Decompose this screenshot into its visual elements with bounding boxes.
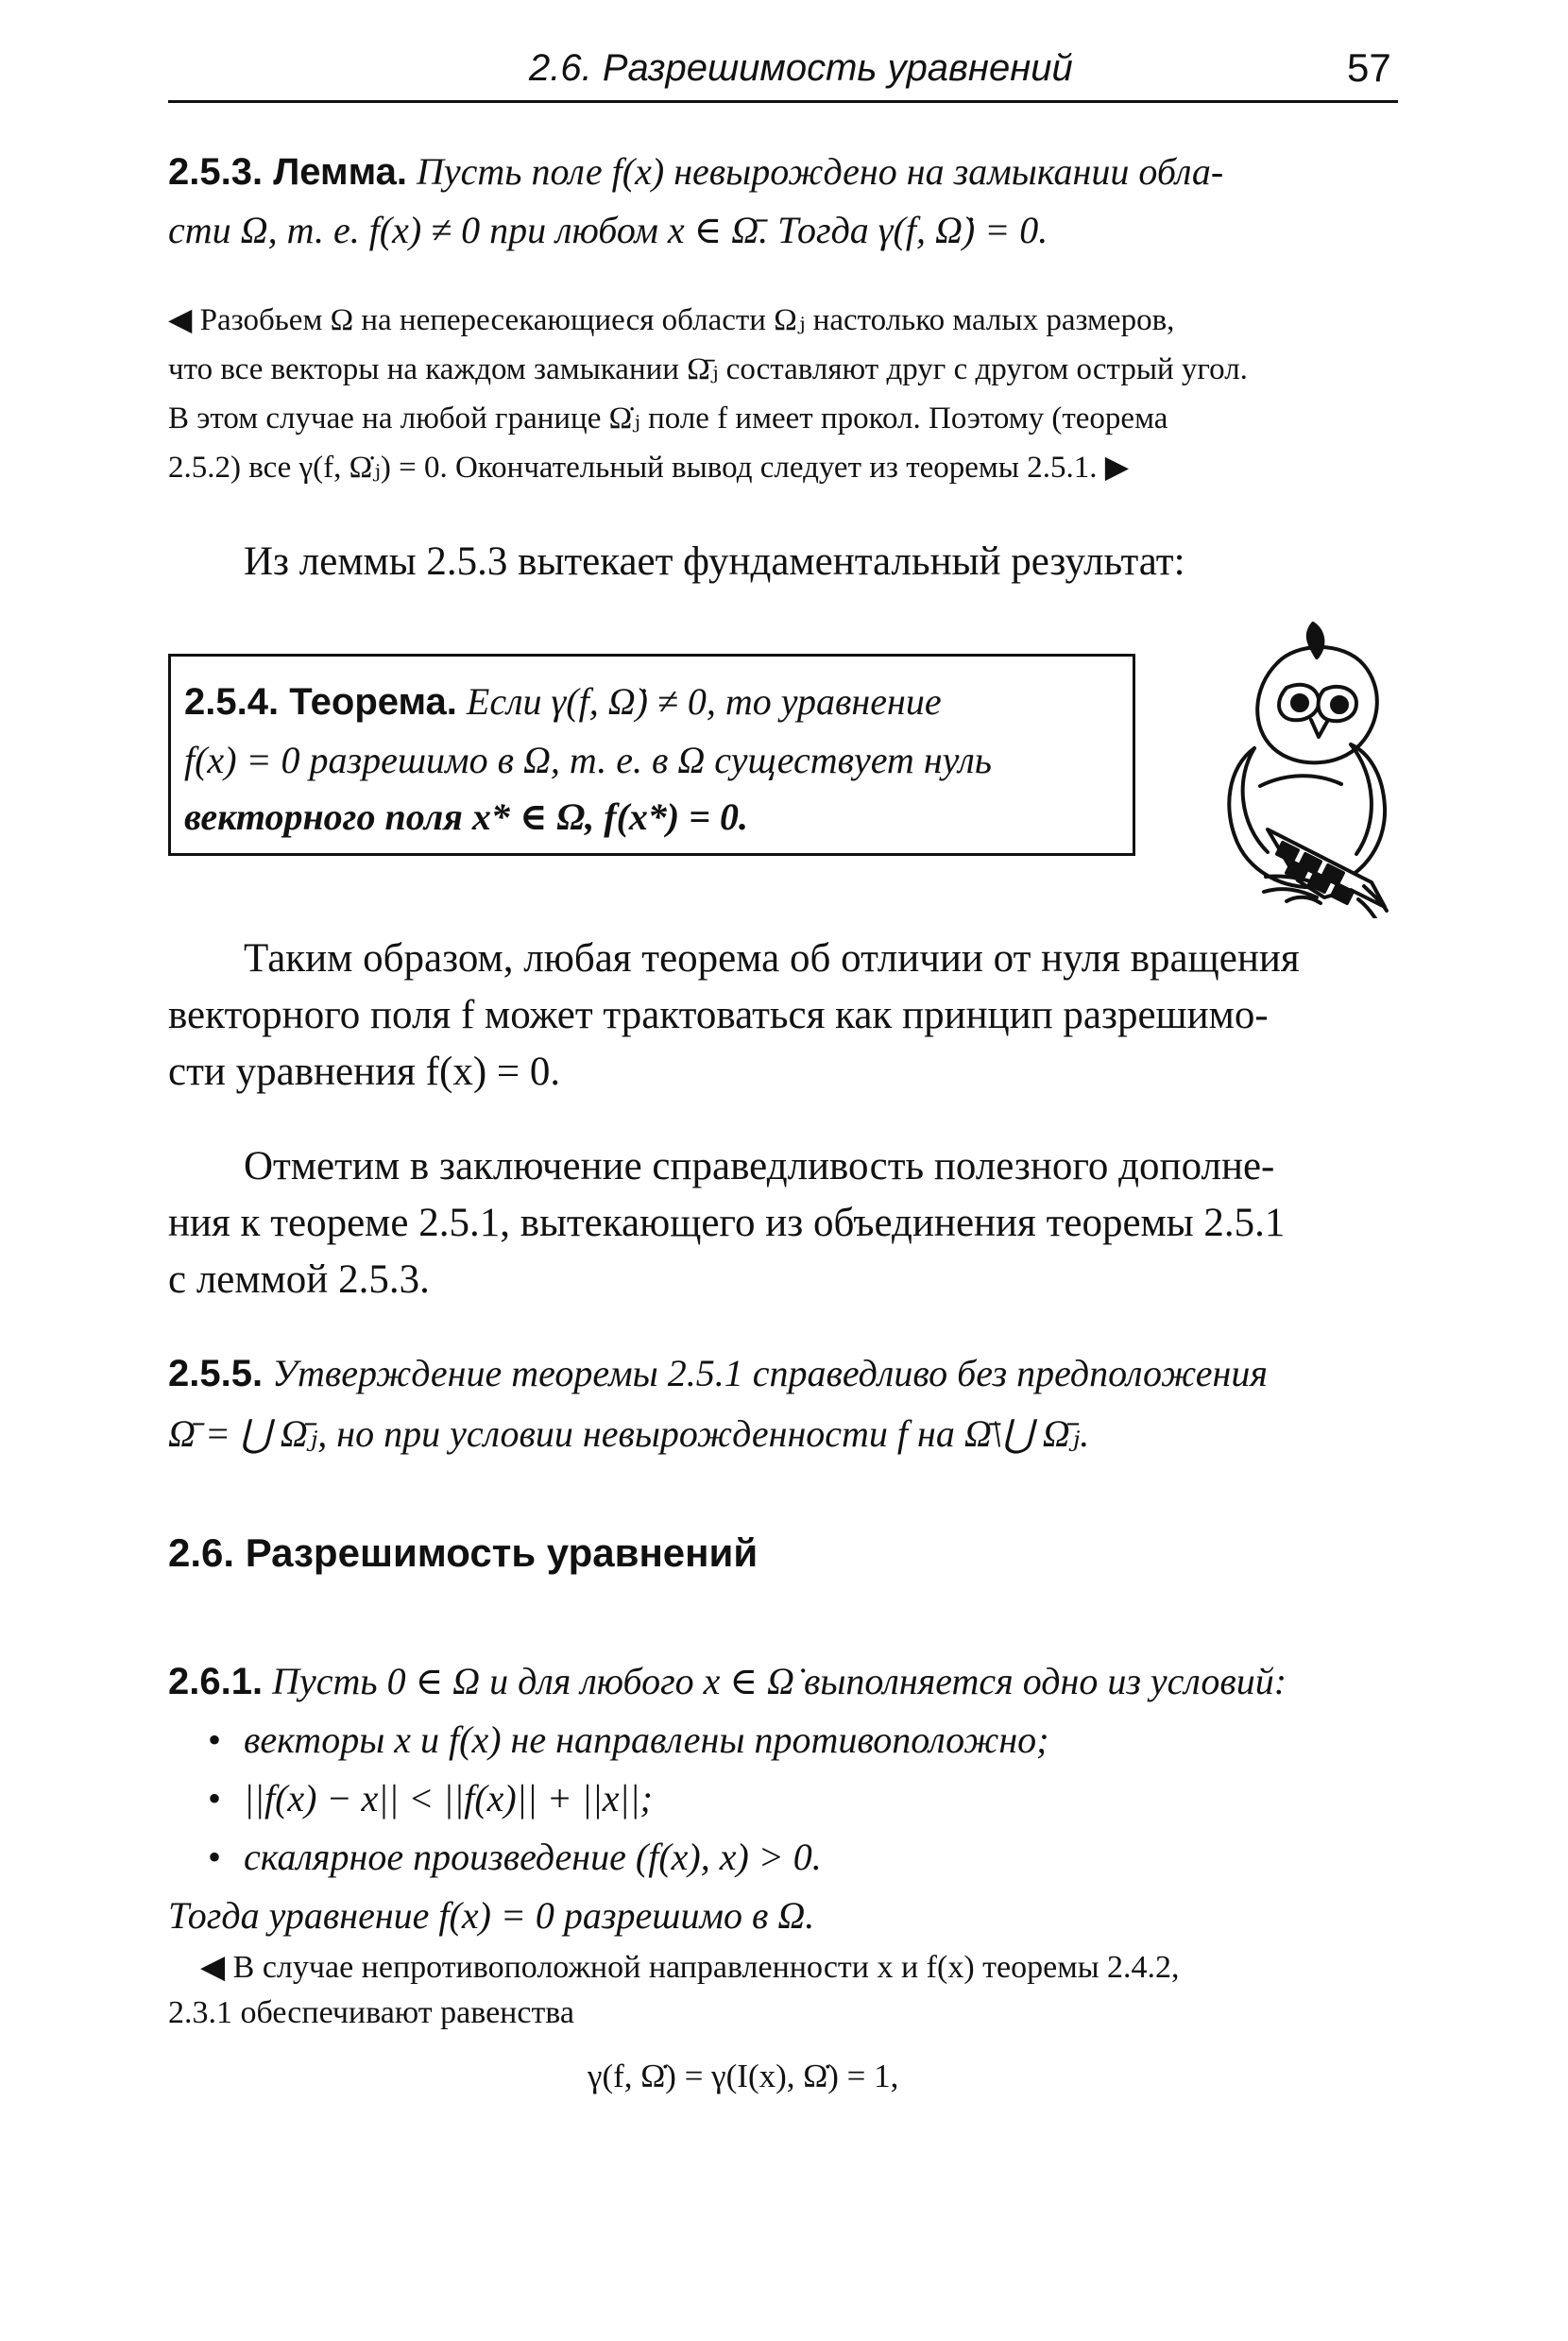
bullet-2-marker: • <box>208 1777 222 1820</box>
intro-line: Из леммы 2.5.3 вытекает фундаментальный результат: <box>244 539 1185 584</box>
statement-255-text-1: Утверждение теоремы 2.5.1 справедливо без предположения <box>272 1352 1268 1394</box>
proof-253-line-3: В этом случае на любой границе Ω̇ⱼ поле f имеет прокол. Поэтому (теорема <box>168 402 1168 436</box>
theorem-254-line-1 <box>184 679 942 724</box>
paragraph-2-line-2: ния к теореме 2.5.1, вытекающего из объединения теоремы 2.5.1 <box>168 1201 1286 1245</box>
owl-illustration <box>1200 607 1417 918</box>
theorem-254-box <box>168 654 1135 856</box>
lemma-253-label: 2.5.3. Лемма. <box>168 151 407 193</box>
header-rule <box>168 100 1398 103</box>
bullet-1-marker: • <box>208 1718 222 1761</box>
theorem-254-text-1: Если γ(f, Ω̇) ≠ 0, то уравнение <box>466 680 942 723</box>
proof-253-line-1: ◀ Разобьем Ω на непересекающиеся области Ωⱼ настолько малых размеров, <box>168 303 1175 337</box>
paragraph-2-line-1: Отметим в заключение справедливость полезного дополне- <box>244 1144 1275 1188</box>
statement-261-label: 2.6.1. <box>168 1661 264 1702</box>
proof-261-line-2: 2.3.1 обеспечивают равенства <box>168 1995 574 2030</box>
lemma-253-text-1: Пусть поле f(x) невырождено на замыкании обла- <box>417 150 1224 193</box>
proof-253-line-2: что все векторы на каждом замыкании Ω̄ⱼ составляют друг с другом острый угол. <box>168 352 1248 386</box>
header-title: Разрешимость уравнений <box>602 47 1073 89</box>
running-header <box>529 47 1073 90</box>
theorem-254-label: 2.5.4. Теорема. <box>184 681 457 723</box>
statement-255-line-2: Ω̄ = ⋃ Ω̄ⱼ, но при условии невырожденности f на Ω̄\⋃ Ω̄ⱼ. <box>168 1412 1090 1455</box>
bullet-3-text: скалярное произведение (f(x), x) > 0. <box>244 1836 822 1878</box>
section-heading: 2.6. Разрешимость уравнений <box>168 1530 758 1575</box>
lemma-253-line-2: сти Ω, т. е. f(x) ≠ 0 при любом x ∈ Ω̄. Тогда γ(f, Ω̇) = 0. <box>168 209 1048 251</box>
statement-255-line-1 <box>168 1351 1268 1395</box>
paragraph-1-line-2: векторного поля f может трактоваться как принцип разрешимо- <box>168 993 1269 1037</box>
statement-261-conclusion: Тогда уравнение f(x) = 0 разрешимо в Ω. <box>168 1894 815 1937</box>
theorem-254-line-2: f(x) = 0 разрешимо в Ω, т. е. в Ω существует нуль <box>184 739 992 781</box>
statement-261-line-1 <box>168 1659 1287 1703</box>
header-section-number: 2.6. <box>529 47 592 89</box>
page-number: 57 <box>1347 45 1391 90</box>
proof-261-formula: γ(f, Ω̇) = γ(I(x), Ω̇) = 1, <box>588 2058 899 2094</box>
theorem-254-line-3: векторного поля x* ∈ Ω, f(x*) = 0. <box>184 795 749 838</box>
paragraph-1-line-1: Таким образом, любая теорема об отличии от нуля вращения <box>244 936 1300 981</box>
bullet-1-text: векторы x и f(x) не направлены противоположно; <box>244 1718 1049 1761</box>
lemma-253-line-1 <box>168 149 1223 194</box>
bullet-2-text: ||f(x) − x|| < ||f(x)|| + ||x||; <box>244 1777 653 1820</box>
statement-255-label: 2.5.5. <box>168 1353 264 1394</box>
paragraph-2-line-3: с леммой 2.5.3. <box>168 1257 430 1302</box>
statement-261-intro: Пусть 0 ∈ Ω и для любого x ∈ Ω̇ выполняется одно из условий: <box>272 1660 1287 1702</box>
proof-253-line-4: 2.5.2) все γ(f, Ω̇ⱼ) = 0. Окончательный вывод следует из теоремы 2.5.1. ▶ <box>168 451 1130 485</box>
proof-261-line-1: ◀ В случае непротивоположной направленности x и f(x) теоремы 2.4.2, <box>200 1950 1180 1985</box>
bullet-3-marker: • <box>208 1836 222 1878</box>
paragraph-1-line-3: сти уравнения f(x) = 0. <box>168 1050 561 1094</box>
